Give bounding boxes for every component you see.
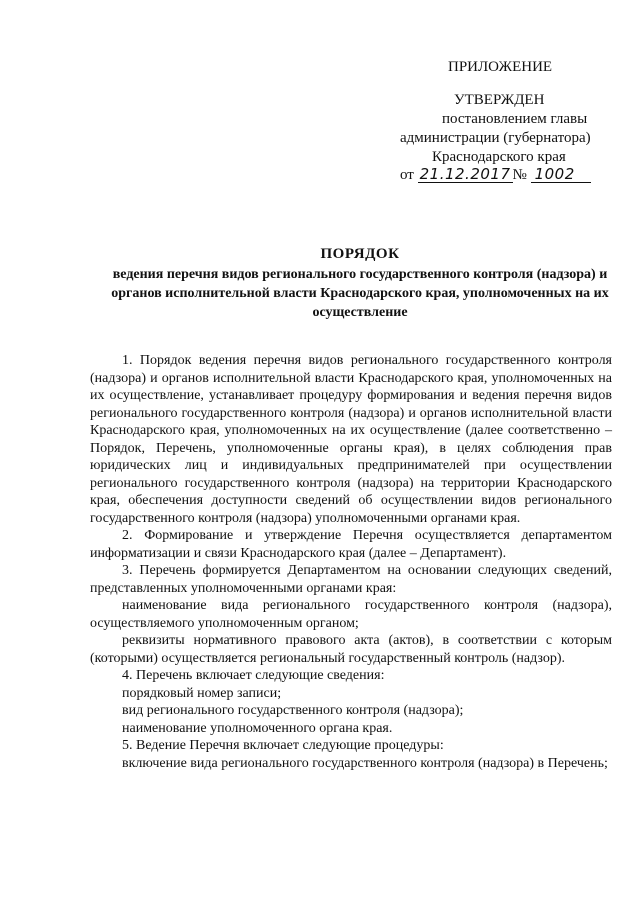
paragraph-3: 3. Перечень формируется Департаментом на основании следующих сведений, представленных уполномоченными органами края:	[90, 563, 612, 596]
number-sign: №	[512, 167, 527, 183]
decree-line: постановлением главы	[442, 111, 588, 127]
handwritten-number: 1002	[531, 166, 591, 183]
appendix-label: ПРИЛОЖЕНИЕ	[448, 59, 553, 75]
paragraph-2: 2. Формирование и утверждение Перечня осуществляется департаментом информатизации и связи Краснодарского края (далее – Департамент).	[90, 528, 612, 561]
paragraph-4: 4. Перечень включает следующие сведения:	[122, 668, 385, 683]
paragraph-1: 1. Порядок ведения перечня видов регионального государственного контроля (надзора) и органов исполнительной власти Краснодарского края, уполномоченных на их осуществление, устанавливает процедуру формирования и ведения перечня видов регионального государственного контроля (надзора) и органов исполнительной власти Краснодарского края, уполномоченных на их осуществление (далее соответственно – Порядок, Перечень, уполномоченные органы края), в целях соблюдения прав юридических лиц и индивидуальных предпринимателей при осуществлении регионального государственного контроля (надзора) на территории Краснодарского края, обеспечения доступности сведений об осуществлении видов регионального государственного контроля (надзора) уполномоченными органами края.	[90, 353, 612, 526]
paragraph-4-item-1: порядковый номер записи;	[122, 685, 282, 701]
paragraph-5: 5. Ведение Перечня включает следующие процедуры:	[122, 738, 444, 753]
date-line	[400, 166, 591, 185]
handwritten-date: 21.12.2017	[419, 165, 511, 183]
paragraph-4-item-2: вид регионального государственного контроля (надзора);	[122, 703, 464, 718]
document-subtitle: ведения перечня видов регионального государственного контроля (надзора) и органов исполнительной власти Краснодарского края, уполномоченных на их осуществление	[111, 267, 609, 320]
administration-line: администрации (губернатора)	[400, 130, 591, 146]
paragraph-4-item-3: наименование уполномоченного органа края.	[122, 720, 393, 736]
paragraph-5-item-1: включение вида регионального государственного контроля (надзора) в Перечень;	[122, 755, 608, 771]
region-line: Краснодарского края	[432, 149, 566, 165]
date-prefix: от	[400, 167, 414, 183]
paragraph-3-item-2: реквизиты нормативного правового акта (актов), в соответствии с которым (которыми) осуществляется региональный государственный контроль (надзор).	[90, 633, 612, 666]
document-body	[90, 352, 612, 772]
approved-label: УТВЕРЖДЕН	[454, 92, 545, 108]
paragraph-3-item-1: наименование вида регионального государственного контроля (надзора), осуществляемого уполномоченным органом;	[90, 598, 612, 631]
document-title: ПОРЯДОК	[320, 246, 400, 262]
